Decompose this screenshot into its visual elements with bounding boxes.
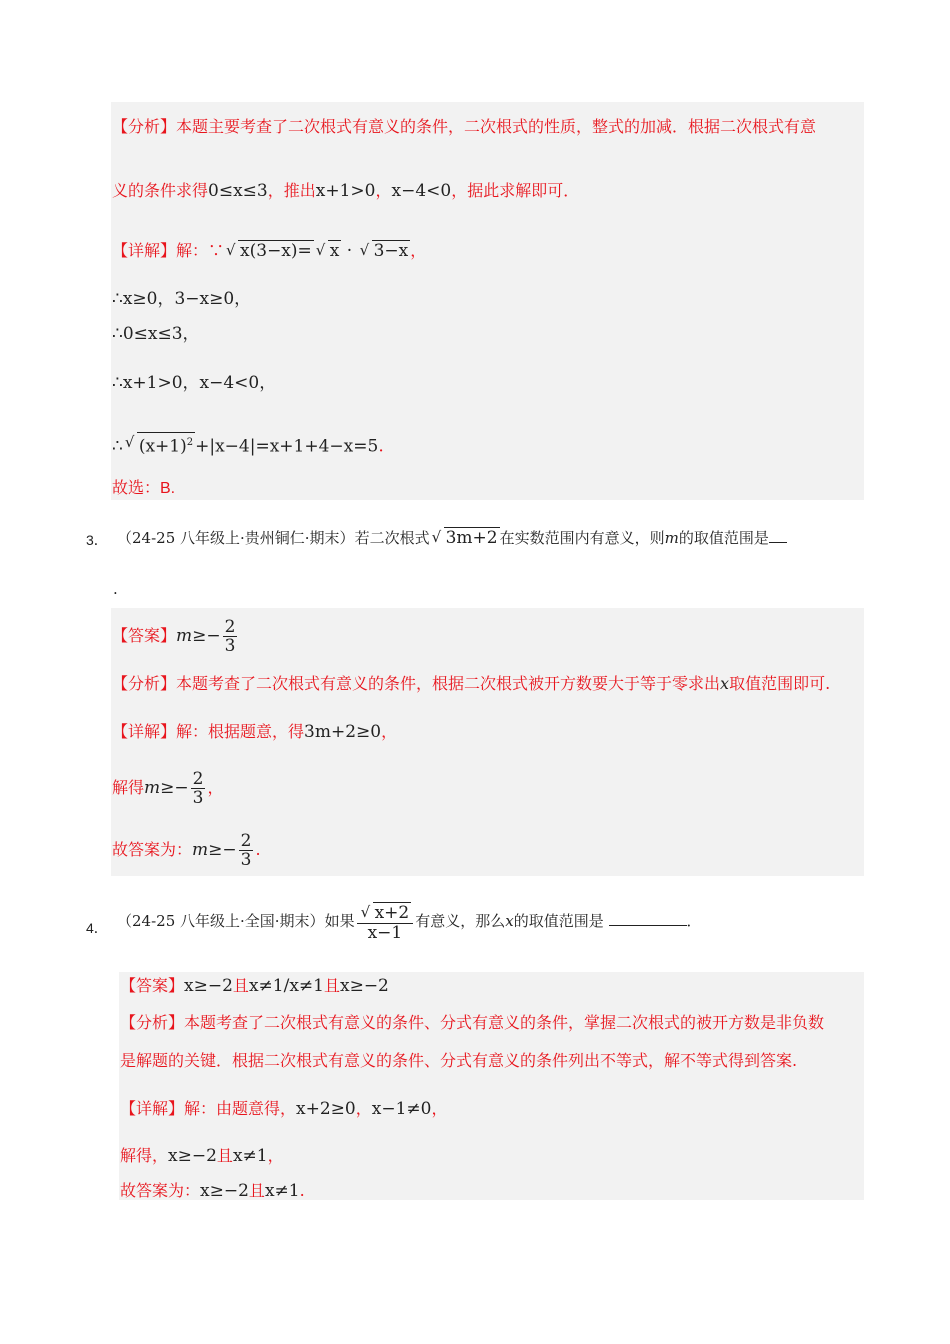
- q3-final-lhs: m≥−: [192, 840, 237, 860]
- radical-icon: √: [315, 241, 326, 259]
- q2-sqrt-x-body: x: [329, 241, 340, 261]
- q3-answer-denominator: 3: [224, 636, 236, 656]
- q3-text-c: 的取值范围是: [678, 529, 769, 547]
- q4-solve-and: 且: [216, 1146, 233, 1165]
- q3-answer-numerator: 2: [224, 617, 236, 637]
- q4-final-end: .: [299, 1181, 305, 1200]
- q4-analysis-line2: 是解题的关键．根据二次根式有意义的条件、分式有意义的条件列出不等式，解不等式得到答案.: [120, 1051, 798, 1070]
- q3-period: .: [113, 580, 118, 598]
- q4-fraction-numerator: [357, 902, 414, 924]
- q3-answer-lhs: m≥−: [176, 626, 221, 646]
- q2-analysis-sep: ，: [375, 181, 392, 200]
- q3-detail-end: ，: [381, 722, 398, 741]
- q3-final: [112, 828, 261, 872]
- q3-solve-denominator: 3: [192, 788, 204, 808]
- q2-step3: ∴x+1>0，x−4<0，: [112, 373, 277, 393]
- q3-analysis-var: x: [720, 674, 730, 693]
- q2-analysis-math1: 0≤x≤3: [208, 181, 268, 201]
- q3-sqrt: [432, 527, 500, 549]
- q3-radicand: 3m+2: [445, 528, 498, 548]
- q4-analysis-tag: 【分析】: [120, 1013, 185, 1032]
- q3-solve-numerator: 2: [192, 769, 204, 789]
- q2-step4-prefix: ∴: [112, 436, 123, 457]
- q2-step2: ∴0≤x≤3，: [112, 324, 200, 344]
- q2-analysis-math2: x+1>0: [315, 181, 376, 201]
- q2-detail-prefix: 解：∵: [176, 241, 225, 260]
- q4-answer-m2: x≠1/x≠1: [248, 976, 324, 996]
- q4-final: [120, 1180, 305, 1202]
- q4-analysis-text1: 本题考查了二次根式有意义的条件、分式有意义的条件，掌握二次根式的被开方数是非负数: [184, 1013, 825, 1032]
- q4-question: [117, 896, 702, 946]
- q4-var: x: [505, 912, 514, 930]
- q3-analysis-b: 取值范围即可.: [729, 674, 831, 693]
- q3-final-denominator: 3: [240, 850, 252, 870]
- q4-source: （24-25 八年级上·全国·期末）: [117, 912, 325, 930]
- q3-solve: [112, 766, 223, 810]
- q3-solve-lhs: m≥−: [144, 778, 189, 798]
- q4-answer-and1: 且: [232, 976, 249, 995]
- q2-analysis-line2: [112, 180, 579, 202]
- q4-solve-m1: x≥−2: [168, 1146, 217, 1166]
- q4-answer-m1: x≥−2: [184, 976, 233, 996]
- q3-text-b: 在实数范围内有意义，则: [499, 529, 665, 547]
- q4-sqrt: [361, 902, 412, 923]
- q3-var: m: [664, 529, 679, 547]
- q2-analysis-tag: 【分析】: [112, 117, 177, 136]
- q4-detail-sep: ，: [355, 1099, 372, 1118]
- q2-analysis-math3: x−4<0: [391, 181, 452, 201]
- q3-final-a: 故答案为：: [112, 840, 193, 859]
- q3-analysis: [112, 673, 830, 695]
- q3-solve-frac: [191, 770, 206, 807]
- q4-fraction-denominator: x−1: [367, 923, 403, 943]
- q4-final-a: 故答案为：: [120, 1181, 201, 1200]
- q2-step4-sqrt: [125, 432, 195, 458]
- q2-sqrt-3-x-body: 3−x: [373, 241, 409, 261]
- q4-text-a: 如果: [324, 912, 355, 930]
- q3-solve-end: ，: [207, 778, 224, 797]
- radical-icon: √: [360, 903, 371, 921]
- q3-detail-math: 3m+2≥0: [304, 722, 382, 742]
- q2-step4-rest: +|x−4|=x+1+4−x=5: [195, 436, 379, 457]
- q2-sqrt-x: [316, 240, 342, 262]
- q3-analysis-tag: 【分析】: [112, 674, 177, 693]
- q2-detail-tag: 【详解】: [112, 241, 177, 260]
- q2-sqrt-product: [226, 240, 314, 262]
- q3-answer-tag: 【答案】: [112, 626, 177, 645]
- q2-analysis-text1: 本题主要考查了二次根式有意义的条件，二次根式的性质，整式的加减．根据二次根式有意: [176, 117, 817, 136]
- q2-analysis-line1: [112, 116, 816, 138]
- q3-answer: [112, 614, 239, 658]
- radical-icon: √: [359, 241, 370, 259]
- q2-dot: ·: [341, 241, 358, 261]
- q3-question: [117, 526, 787, 549]
- q4-detail: [120, 1098, 448, 1120]
- q4-answer-tag: 【答案】: [120, 976, 185, 995]
- q4-text-d: ．: [686, 912, 702, 930]
- q2-sqrt-3-x: [360, 240, 411, 262]
- q4-detail-tag: 【详解】: [120, 1099, 185, 1118]
- q4-detail-m1: x+2≥0: [296, 1099, 356, 1119]
- q2-step4-radicand: (x+1): [138, 436, 187, 457]
- q4-text-c: 的取值范围是: [513, 912, 604, 930]
- q2-sqrt-product-body: x(3−x)=: [240, 241, 312, 261]
- q4-final-and: 且: [248, 1181, 265, 1200]
- q3-source: （24-25 八年级上·贵州铜仁·期末）: [117, 529, 355, 547]
- q2-analysis-text2c: ，据此求解即可．: [451, 181, 580, 200]
- q2-detail-comma: ，: [410, 241, 427, 260]
- q4-final-m1: x≥−2: [200, 1181, 249, 1201]
- radical-icon: √: [124, 433, 135, 451]
- q3-text-a: 若二次根式: [354, 529, 430, 547]
- q3-final-numerator: 2: [240, 831, 252, 851]
- q4-solve-m2: x≠1: [232, 1146, 268, 1166]
- q4-radicand: x+2: [374, 903, 410, 923]
- q4-solve: [120, 1145, 284, 1167]
- q2-step1: ∴x≥0，3−x≥0，: [112, 289, 252, 309]
- q4-detail-m2: x−1≠0: [371, 1099, 432, 1119]
- q3-final-end: .: [255, 840, 261, 859]
- q2-step4-sqrt-body: [137, 432, 195, 457]
- q4-final-m2: x≠1: [264, 1181, 300, 1201]
- q2-step4-exponent: 2: [186, 437, 194, 448]
- q2-detail-line: [112, 240, 426, 262]
- q3-detail-a: 解：根据题意，得: [176, 722, 305, 741]
- q3-number: 3．: [86, 532, 108, 548]
- q2-analysis-text2a: 义的条件求得: [112, 181, 209, 200]
- q3-detail-tag: 【详解】: [112, 722, 177, 741]
- q3-solve-a: 解得: [112, 778, 145, 797]
- q3-detail: [112, 721, 397, 743]
- q2-analysis-text2b: ，推出: [267, 181, 316, 200]
- q4-solve-a: 解得，: [120, 1146, 169, 1165]
- q4-answer-m3: x≥−2: [339, 976, 389, 996]
- q3-final-frac: [239, 832, 254, 869]
- q2-choice: 故选：B.: [112, 480, 176, 497]
- q2-step4: [112, 432, 384, 458]
- q4-answer-and2: 且: [323, 976, 340, 995]
- q3-answer-blank: [769, 526, 787, 543]
- q4-answer: [120, 975, 389, 997]
- q4-analysis-line1: [120, 1012, 824, 1034]
- q4-detail-a: 解：由题意得，: [184, 1099, 297, 1118]
- q4-number: 4．: [86, 920, 108, 936]
- q4-detail-end: ，: [431, 1099, 448, 1118]
- q2-step4-end: .: [378, 436, 384, 457]
- q4-answer-blank: [609, 909, 687, 926]
- radical-icon: √: [226, 241, 236, 259]
- q3-answer-frac: [223, 618, 238, 655]
- q3-analysis-a: 本题考查了二次根式有意义的条件，根据二次根式被开方数要大于等于零求出: [176, 674, 721, 693]
- radical-icon: √: [431, 528, 442, 546]
- q4-text-b: 有意义，那么: [415, 912, 506, 930]
- q4-fraction: [357, 902, 414, 942]
- q4-solve-end: ，: [267, 1146, 284, 1165]
